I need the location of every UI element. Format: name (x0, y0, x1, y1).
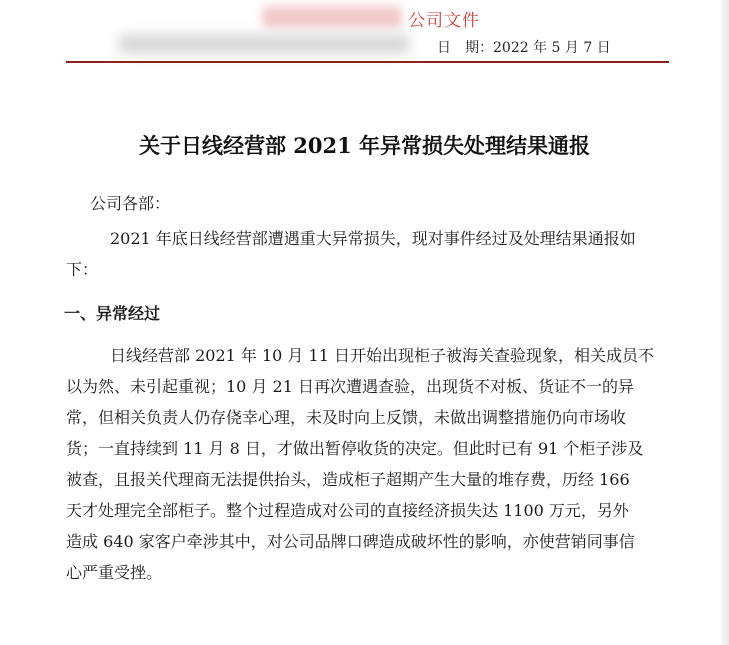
body-line: 货；一直持续到 11 月 8 日，才做出暂停收货的决定。但此时已有 91 个柜子涉及 (66, 439, 644, 458)
body-line: 心严重受挫。 (66, 563, 163, 582)
salutation: 公司各部： (90, 194, 171, 213)
notice-title: 关于日线经营部 2021 年异常损失处理结果通报 (138, 133, 591, 158)
doc-type-title: 公司文件 (408, 11, 480, 31)
doc-date: 日 期：2022 年 5 月 7 日 (437, 40, 611, 56)
body-line: 以为然、未引起重视；10 月 21 日再次遭遇查验，出现货不对板、货证不一的异 (66, 377, 634, 396)
body-paragraph (66, 340, 674, 588)
body-line: 天才处理完全部柜子。整个过程造成对公司的直接经济损失达 1100 万元，另外 (66, 501, 629, 520)
intro-line: 下： (66, 260, 99, 279)
intro-paragraph (66, 223, 674, 285)
section-heading: 一、异常经过 (64, 304, 161, 323)
header-divider (66, 61, 669, 63)
page-edge-shadow (721, 0, 729, 645)
body-line: 常，但相关负责人仍存侥幸心理，未及时向上反馈，未做出调整措施仍向市场收 (66, 408, 627, 427)
redacted-doc-number (118, 34, 410, 54)
body-line: 被查，且报关代理商无法提供抬头，造成柜子超期产生大量的堆存费，历经 166 (66, 470, 630, 489)
redacted-org-name (262, 6, 402, 28)
body-line: 日线经营部 2021 年 10 月 11 日开始出现柜子被海关查验现象，相关成员不 (110, 346, 654, 365)
intro-line: 2021 年底日线经营部遭遇重大异常损失，现对事件经过及处理结果通报如 (110, 229, 636, 248)
body-line: 造成 640 家客户牵涉其中，对公司品牌口碑造成破坏性的影响，亦使营销同事信 (66, 532, 635, 551)
